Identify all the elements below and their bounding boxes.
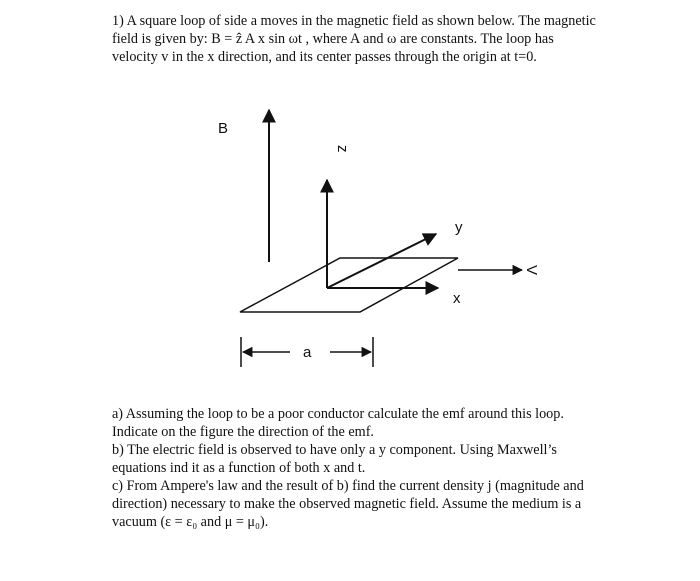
question-line-6: direction) necessary to make the observed magnetic field. Assume the medium is a: [112, 496, 582, 512]
question-line-2: Indicate on the figure the direction of the emf.: [112, 424, 374, 440]
question-list: [112, 405, 642, 531]
intro-line-3: velocity v in the x direction, and its center passes through the origin at t=0.: [112, 49, 537, 65]
question-line-3: b) The electric field is observed to have only a y component. Using Maxwell’s: [112, 442, 557, 458]
square-loop: [240, 258, 458, 312]
label-b: B: [218, 120, 229, 137]
question-line-4: equations ind it as a function of both x and t.: [112, 460, 366, 476]
question-line-5: c) From Ampere's law and the result of b) find the current density j (magnitude and: [112, 478, 584, 494]
question-line-7: vacuum (ε = ε₀ and μ = μ₀).: [112, 514, 269, 530]
question-line-1: a) Assuming the loop to be a poor conductor calculate the emf around this loop.: [112, 406, 564, 422]
label-z: z: [334, 145, 351, 153]
label-y: y: [455, 219, 463, 236]
label-a: a: [303, 344, 312, 361]
intro-line-1: 1) A square loop of side a moves in the magnetic field as shown below. The magnetic: [112, 13, 596, 29]
intro-line-2: field is given by: B = ẑ A x sin ωt , where A and ω are constants. The loop has: [112, 31, 554, 47]
label-v: V: [523, 265, 540, 276]
label-x: x: [453, 290, 461, 307]
